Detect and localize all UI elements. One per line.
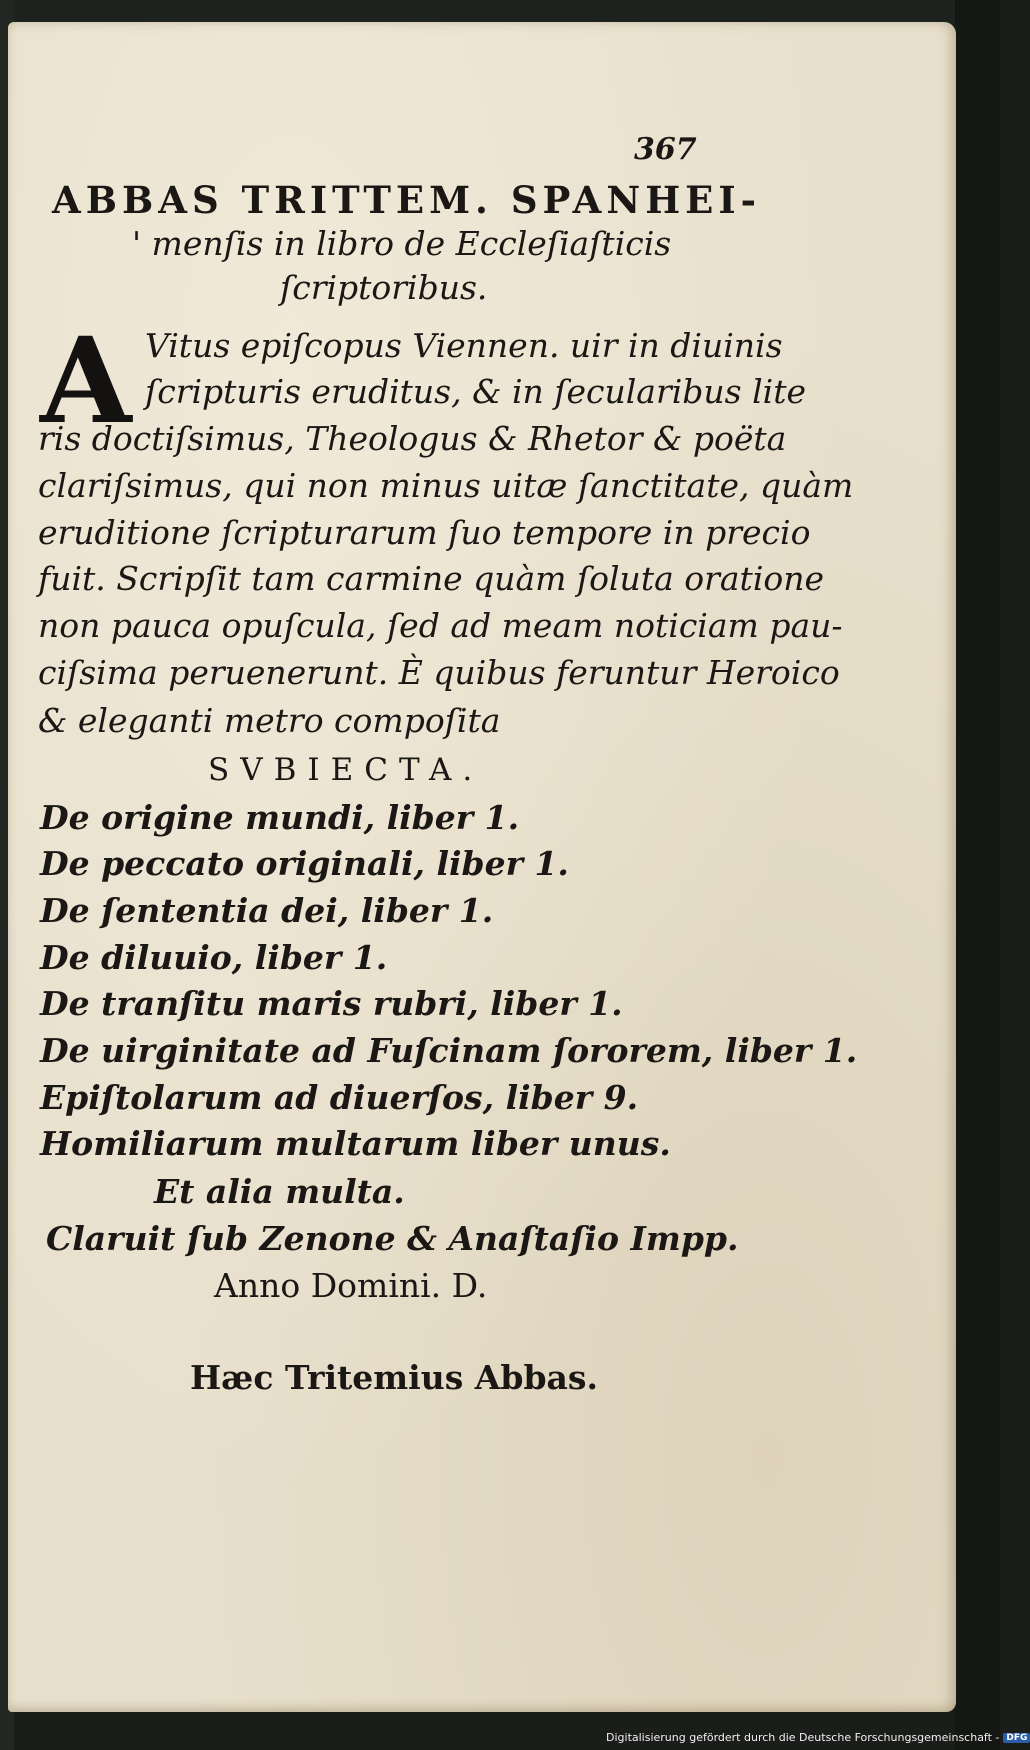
paragraph-line: eruditione ſcripturarum ſuo tempore in precio xyxy=(38,513,811,552)
paragraph-line: ciſsima peruenerunt. È quibus feruntur Heroico xyxy=(38,653,840,692)
paragraph-line: Vitus epiſcopus Viennen. uir in diuinis xyxy=(145,326,783,365)
works-list-item: De ſententia dei, liber 1. xyxy=(40,891,494,930)
digitization-credit xyxy=(606,1731,1030,1744)
works-list-item: De origine mundi, liber 1. xyxy=(40,798,520,837)
heading-line-3: ſcriptoribus. xyxy=(280,268,488,307)
paragraph-line: ris doctiſsimus, Theologus & Rhetor & poëta xyxy=(38,419,787,458)
works-list-item: De peccato originali, liber 1. xyxy=(40,844,569,883)
page-number: 367 xyxy=(634,132,697,167)
closing-line: Hæc Tritemius Abbas. xyxy=(190,1358,598,1397)
works-list-item: De tranſitu maris rubri, liber 1. xyxy=(40,984,623,1023)
paragraph-line: fuit. Scripſit tam carmine quàm ſoluta oratione xyxy=(38,559,825,598)
works-list-item: De uirginitate ad Fuſcinam ſororem, liber 1. xyxy=(40,1031,858,1070)
works-list-item: De diluuio, liber 1. xyxy=(40,938,388,977)
heading-line-2: ' menſis in libro de Eccleſiaſticis xyxy=(132,224,672,263)
paragraph-line: & eleganti metro compoſita xyxy=(38,701,501,740)
dfg-logo: DFG xyxy=(1003,1733,1030,1743)
scan-top-edge xyxy=(0,0,1000,24)
paragraph-line: clariſsimus, qui non minus uitæ ſanctitate, quàm xyxy=(38,466,854,505)
works-list-item: Epiſtolarum ad diuerſos, liber 9. xyxy=(40,1078,639,1117)
works-list-item: Homiliarum multarum liber unus. xyxy=(40,1124,671,1163)
credit-text: Digitalisierung gefördert durch die Deutsche Forschungsgemeinschaft - xyxy=(606,1731,1000,1744)
paragraph-line: non pauca opuſcula, ſed ad meam noticiam pau- xyxy=(38,606,843,645)
section-subhead: SVBIECTA. xyxy=(208,752,484,788)
scan-right-edge xyxy=(955,0,1000,1750)
claruit-line: Claruit ſub Zenone & Anaſtaſio Impp. xyxy=(46,1219,739,1258)
heading-line-1: ABBAS TRITTEM. SPANHEI- xyxy=(52,178,762,222)
drop-cap: A xyxy=(40,311,132,450)
anno-line: Anno Domini. D. xyxy=(214,1266,488,1305)
book-page xyxy=(8,22,956,1712)
et-alia-line: Et alia multa. xyxy=(154,1172,405,1211)
paragraph-line: ſcripturis eruditus, & in ſecularibus lite xyxy=(145,372,806,411)
